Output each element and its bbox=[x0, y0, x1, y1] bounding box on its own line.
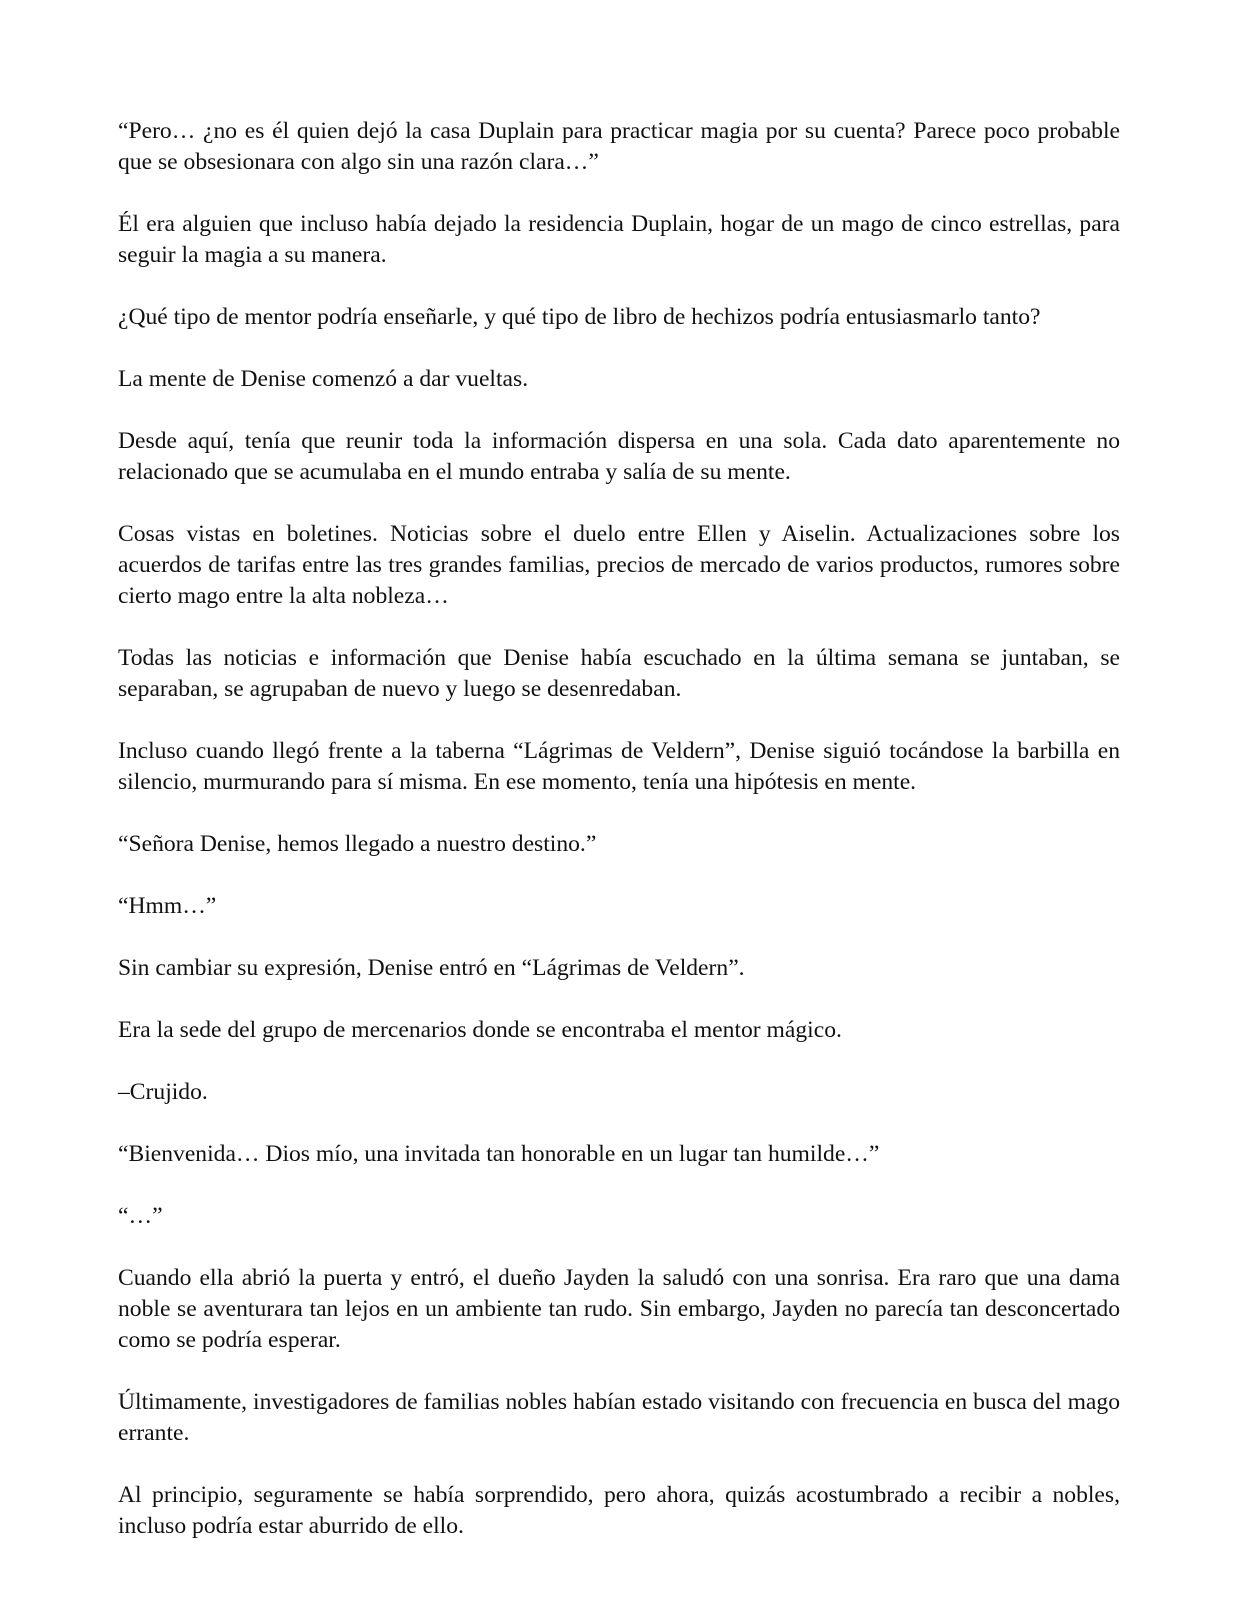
paragraph-11: Sin cambiar su expresión, Denise entró en “Lágrimas de Veldern”. bbox=[118, 955, 745, 981]
paragraph-10: “Hmm…” bbox=[118, 893, 217, 919]
paragraph-1: “Pero… ¿no es él quien dejó la casa Duplain para practicar magia por su cuenta? Parece poco probable que se obsesionara con algo sin una razón clara…” bbox=[118, 118, 1120, 175]
paragraph-8: Incluso cuando llegó frente a la taberna “Lágrimas de Veldern”, Denise siguió tocándose la barbilla en silencio, murmurando para sí misma. En ese momento, tenía una hipótesis en mente. bbox=[118, 738, 1120, 795]
paragraph-17: Últimamente, investigadores de familias nobles habían estado visitando con frecuencia en busca del mago errante. bbox=[118, 1389, 1120, 1446]
paragraph-7: Todas las noticias e información que Denise había escuchado en la última semana se juntaban, se separaban, se agrupaban de nuevo y luego se desenredaban. bbox=[118, 645, 1120, 702]
paragraph-15: “…” bbox=[118, 1203, 163, 1229]
paragraph-2: Él era alguien que incluso había dejado la residencia Duplain, hogar de un mago de cinco estrellas, para seguir la magia a su manera. bbox=[118, 211, 1120, 268]
paragraph-18: Al principio, seguramente se había sorprendido, pero ahora, quizás acostumbrado a recibir a nobles, incluso podría estar aburrido de ello. bbox=[118, 1482, 1120, 1539]
paragraph-13: –Crujido. bbox=[118, 1079, 208, 1105]
document-page bbox=[118, 116, 1120, 1573]
paragraph-4: La mente de Denise comenzó a dar vueltas. bbox=[118, 366, 529, 392]
paragraph-6: Cosas vistas en boletines. Noticias sobre el duelo entre Ellen y Aiselin. Actualizaciones sobre los acuerdos de tarifas entre las tres grandes familias, precios de mercado de varios productos, rumores sobre cierto mago entre la alta nobleza… bbox=[118, 521, 1120, 609]
paragraph-3: ¿Qué tipo de mentor podría enseñarle, y qué tipo de libro de hechizos podría entusiasmarlo tanto? bbox=[118, 304, 1041, 330]
paragraph-5: Desde aquí, tenía que reunir toda la información dispersa en una sola. Cada dato aparentemente no relacionado que se acumulaba en el mundo entraba y salía de su mente. bbox=[118, 428, 1120, 485]
paragraph-16: Cuando ella abrió la puerta y entró, el dueño Jayden la saludó con una sonrisa. Era raro que una dama noble se aventurara tan lejos en un ambiente tan rudo. Sin embargo, Jayden no parecía tan desconcertado como se podría esperar. bbox=[118, 1265, 1120, 1353]
paragraph-9: “Señora Denise, hemos llegado a nuestro destino.” bbox=[118, 831, 597, 857]
paragraph-12: Era la sede del grupo de mercenarios donde se encontraba el mentor mágico. bbox=[118, 1017, 842, 1043]
paragraph-14: “Bienvenida… Dios mío, una invitada tan honorable en un lugar tan humilde…” bbox=[118, 1141, 880, 1167]
